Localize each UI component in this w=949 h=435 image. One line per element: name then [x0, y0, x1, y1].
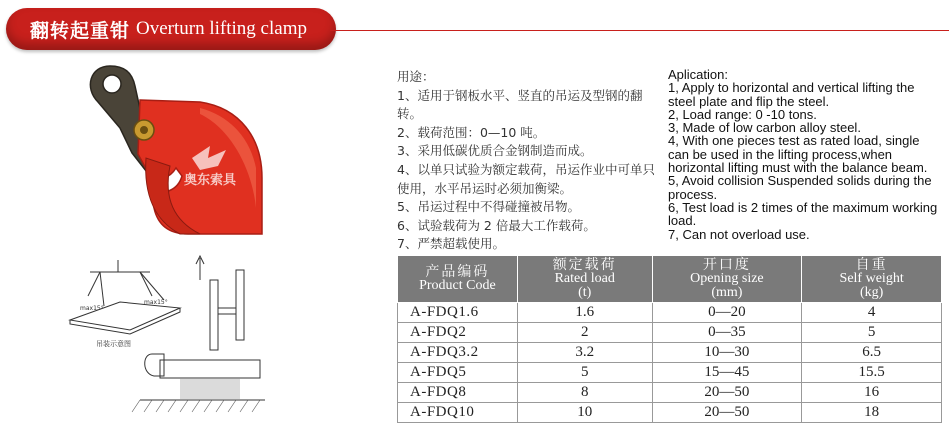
header-cn: 自重 [855, 257, 888, 273]
cell-weight: 15.5 [802, 363, 942, 383]
cell-opening: 20—50 [652, 403, 802, 423]
cell-load: 2 [517, 323, 652, 343]
cell-code: A-FDQ1.6 [398, 303, 518, 323]
table-row [398, 343, 942, 363]
cell-weight: 5 [802, 323, 942, 343]
table-row [398, 323, 942, 343]
cell-weight: 16 [802, 383, 942, 403]
diagram-angle-right: max15° [144, 299, 168, 306]
usage-cn-item: 6、试验载荷为 2 倍最大工作载荷。 [397, 217, 596, 233]
usage-en-item: 4, With one pieces test as rated load, single can be used in the lifting process,when horizontal lifting must with the balance beam. [668, 133, 928, 176]
clamp-watermark: 奥东索具 [184, 173, 237, 188]
header-self-weight [802, 256, 942, 303]
header-cn: 额定载荷 [552, 257, 617, 273]
usage-en-item: 2, Load range: 0 -10 tons. [668, 106, 817, 122]
usage-en-item: 1, Apply to horizontal and vertical lifting the steel plate and flip the steel. [668, 80, 915, 109]
cell-code: A-FDQ3.2 [398, 343, 518, 363]
cell-opening: 20—50 [652, 383, 802, 403]
header-en: Rated load [554, 271, 615, 286]
shackle-hole [103, 75, 121, 93]
cell-load: 8 [517, 383, 652, 403]
header-unit: (t) [578, 285, 592, 300]
title-banner [6, 8, 336, 50]
usage-en-heading: Aplication: [668, 67, 728, 82]
header-en: Self weight [839, 271, 904, 286]
header-cn: 产品编码 [425, 264, 490, 280]
title-cn: 翻转起重钳 [30, 19, 131, 42]
usage-cn-heading: 用途： [397, 69, 435, 84]
cell-code: A-FDQ10 [398, 403, 518, 423]
table-row [398, 403, 942, 423]
cell-opening: 0—35 [652, 323, 802, 343]
cell-load: 5 [517, 363, 652, 383]
clamp-product-image [80, 58, 270, 238]
table-row [398, 383, 942, 403]
diagram-caption: 吊装示意图 [96, 340, 131, 348]
title-divider [330, 30, 949, 31]
usage-en-item: 5, Avoid collision Suspended solids during the process. [668, 173, 932, 202]
cell-load: 3.2 [517, 343, 652, 363]
cell-opening: 10—30 [652, 343, 802, 363]
usage-en-item: 3, Made of low carbon alloy steel. [668, 120, 861, 136]
cell-opening: 0—20 [652, 303, 802, 323]
cell-code: A-FDQ2 [398, 323, 518, 343]
header-en: Product Code [419, 278, 496, 293]
table-row [398, 303, 942, 323]
header-unit: (kg) [859, 285, 884, 300]
cell-load: 1.6 [517, 303, 652, 323]
usage-en-item: 6, Test load is 2 times of the maximum working load. [668, 199, 938, 229]
title-en: Overturn lifting clamp [136, 18, 307, 39]
cell-code: A-FDQ5 [398, 363, 518, 383]
cell-weight: 18 [802, 403, 942, 423]
usage-cn-item: 7、严禁超载使用。 [397, 236, 505, 252]
cell-weight: 4 [802, 303, 942, 323]
usage-cn-item: 1、适用于钢板水平、竖直的吊运及型钢的翻转。 [397, 87, 643, 122]
cell-opening: 15—45 [652, 363, 802, 383]
cell-weight: 6.5 [802, 343, 942, 363]
header-rated-load [517, 256, 652, 303]
header-product-code [398, 256, 518, 303]
table-row [398, 363, 942, 383]
header-cn: 开口度 [702, 257, 751, 273]
usage-cn-section [397, 68, 657, 254]
cell-code: A-FDQ8 [398, 383, 518, 403]
spec-table [397, 255, 942, 423]
header-opening-size [652, 256, 802, 303]
lifting-diagram [60, 250, 280, 430]
header-en: Opening size [690, 271, 764, 286]
usage-cn-item: 2、载荷范围：0—10 吨。 [397, 124, 546, 140]
table-header-row [398, 256, 942, 303]
usage-cn-item: 3、采用低碳优质合金钢制造而成。 [397, 143, 593, 159]
header-unit: (mm) [711, 285, 743, 300]
usage-en-item: 7, Can not overload use. [668, 226, 810, 242]
usage-cn-item: 4、以单只试验为额定载荷，吊运作业中可单只使用，水平吊运时必须加衡梁。 [397, 161, 655, 196]
usage-cn-item: 5、吊运过程中不得碰撞被吊物。 [397, 199, 580, 215]
diagram-angle-left: max15° [80, 305, 104, 312]
usage-en-section [668, 68, 938, 241]
cell-load: 10 [517, 403, 652, 423]
